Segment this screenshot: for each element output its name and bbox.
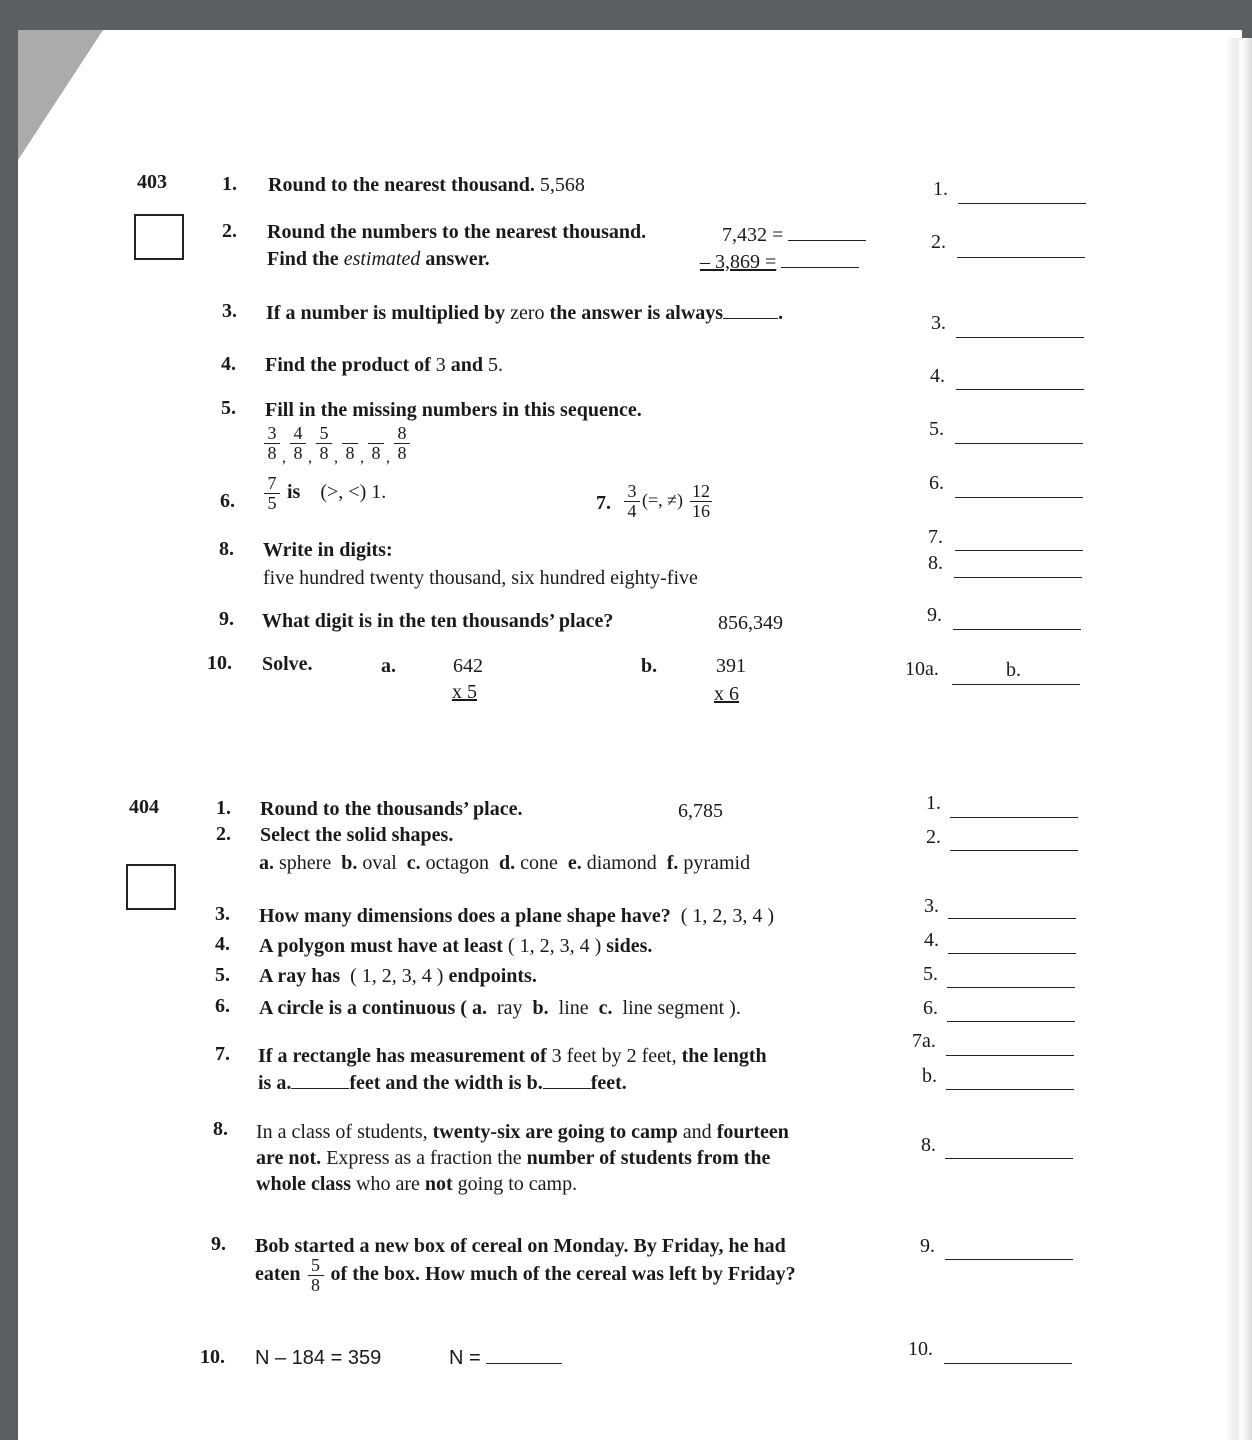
answer-blank[interactable] bbox=[946, 1055, 1074, 1056]
answer-blank[interactable] bbox=[955, 497, 1083, 498]
answer-blank[interactable] bbox=[954, 577, 1082, 578]
round-b: – 3,869 = bbox=[700, 250, 859, 274]
question-number: 9. bbox=[219, 608, 234, 630]
question-text: Round to the nearest thousand. bbox=[268, 174, 535, 196]
question-number: 4. bbox=[215, 933, 230, 955]
part-label: b. bbox=[641, 655, 658, 677]
question-number: 7. bbox=[596, 492, 611, 514]
answer-blank[interactable] bbox=[950, 850, 1078, 851]
question-6: $\frac{7}{5}$ is (>, <) 1. bbox=[262, 474, 386, 513]
fraction: $\frac{4}{8}$ bbox=[290, 424, 306, 463]
question-number: 10. bbox=[207, 652, 232, 674]
answer-blank[interactable] bbox=[955, 443, 1083, 444]
answer-blank[interactable] bbox=[944, 1363, 1072, 1364]
n-answer: N = bbox=[449, 1346, 562, 1370]
question-3: If a number is multiplied by zero the answer is always . bbox=[266, 302, 784, 324]
question-number: 6. bbox=[215, 995, 230, 1017]
answer-blank[interactable] bbox=[946, 1089, 1074, 1090]
question-number: 10. bbox=[200, 1346, 225, 1368]
shape-option[interactable]: d. cone bbox=[498, 852, 558, 874]
fraction: $\frac{5}{8}$ bbox=[316, 424, 332, 463]
question-1 bbox=[268, 173, 585, 197]
answer-blank[interactable] bbox=[957, 257, 1085, 258]
fraction: $\frac{3}{8}$ bbox=[264, 424, 280, 463]
question-text: Round the numbers to the nearest thousand. bbox=[267, 221, 647, 243]
question-text: What digit is in the ten thousands’ place? bbox=[262, 610, 614, 632]
question-number: 9. bbox=[211, 1233, 226, 1255]
section-id: 403 bbox=[137, 171, 167, 193]
question-7: $\frac{3}{4}$ (=, ≠) $\frac{12}{16}$ bbox=[622, 482, 714, 521]
shape-option[interactable]: f. pyramid bbox=[666, 852, 751, 874]
section-id: 404 bbox=[129, 796, 159, 818]
question-4: Find the product of 3 and 5. bbox=[265, 354, 504, 376]
answer-blank[interactable] bbox=[955, 550, 1083, 551]
question-8: In a class of students, twenty-six are going to camp and fourteen bbox=[256, 1121, 789, 1143]
question-number: 4. bbox=[221, 353, 236, 375]
question-value: 856,349 bbox=[718, 612, 783, 634]
answer-number: 1. bbox=[926, 792, 941, 814]
answer-number: 5. bbox=[929, 418, 944, 440]
question-text: Select the solid shapes. bbox=[260, 824, 454, 846]
answer-blank[interactable] bbox=[948, 953, 1076, 954]
shape-option[interactable]: a. sphere bbox=[259, 852, 332, 874]
question-number: 2. bbox=[216, 823, 231, 845]
answer-number: 3. bbox=[924, 895, 939, 917]
question-3: How many dimensions does a plane shape have? ( 1, 2, 3, 4 ) bbox=[259, 905, 775, 927]
question-number: 3. bbox=[215, 903, 230, 925]
question-number: 1. bbox=[222, 173, 237, 195]
round-a: 7,432 = bbox=[722, 223, 866, 247]
question-8-line3: whole class who are not going to camp. bbox=[256, 1173, 578, 1195]
question-value: 5,568 bbox=[539, 174, 585, 196]
question-text-line2: Find the estimated answer. bbox=[267, 248, 490, 270]
fraction: $\frac{8}{8}$ bbox=[394, 424, 410, 463]
answer-blank[interactable] bbox=[953, 629, 1081, 630]
answer-number: 1. bbox=[933, 178, 948, 200]
answer-number: 8. bbox=[928, 552, 943, 574]
answer-number: 7. bbox=[928, 526, 943, 548]
answer-blank[interactable] bbox=[952, 684, 1080, 685]
multiplier: x 5 bbox=[452, 681, 477, 703]
answer-blank[interactable] bbox=[956, 337, 1084, 338]
answer-number: 5. bbox=[923, 963, 938, 985]
question-number: 8. bbox=[219, 538, 234, 560]
question-text: Bob started a new box of cereal on Monday. By Friday, he had bbox=[255, 1235, 786, 1257]
question-number: 2. bbox=[222, 220, 237, 242]
multiplicand: 391 bbox=[716, 655, 746, 677]
answer-number: b. bbox=[922, 1065, 937, 1087]
shape-options bbox=[259, 851, 760, 875]
question-text: Solve. bbox=[262, 653, 313, 675]
answer-blank[interactable] bbox=[947, 987, 1075, 988]
answer-number: 9. bbox=[927, 604, 942, 626]
answer-blank[interactable] bbox=[950, 817, 1078, 818]
answer-number: 2. bbox=[926, 826, 941, 848]
question-5: A ray has ( 1, 2, 3, 4 ) endpoints. bbox=[259, 965, 537, 987]
answer-blank[interactable] bbox=[956, 389, 1084, 390]
question-text: Fill in the missing numbers in this sequence. bbox=[265, 399, 642, 421]
question-number: 8. bbox=[213, 1118, 228, 1140]
question-text: Round to the thousands’ place. bbox=[260, 798, 523, 820]
shape-option[interactable]: e. diamond bbox=[567, 852, 657, 874]
score-box[interactable] bbox=[126, 864, 176, 910]
question-8-line2: are not. Express as a fraction the number of students from the bbox=[256, 1147, 771, 1169]
answer-number: 10a. bbox=[905, 658, 939, 680]
question-9-line2: eaten $\frac{5}{8}$ of the box. How much of the cereal was left by Friday? bbox=[255, 1255, 796, 1295]
answer-number: 9. bbox=[920, 1235, 935, 1257]
score-box[interactable] bbox=[134, 214, 184, 260]
question-number: 5. bbox=[221, 397, 236, 419]
stacked-page-edges bbox=[1226, 38, 1252, 1440]
multiplicand: 642 bbox=[453, 655, 483, 677]
answer-blank[interactable] bbox=[945, 1259, 1073, 1260]
answer-number: 4. bbox=[930, 365, 945, 387]
part-label: a. bbox=[381, 655, 396, 677]
answer-number: 10. bbox=[908, 1338, 933, 1360]
answer-blank[interactable] bbox=[958, 203, 1086, 204]
question-7: If a rectangle has measurement of 3 feet by 2 feet, the length bbox=[258, 1045, 767, 1067]
multiplier: x 6 bbox=[714, 683, 739, 705]
fraction-sequence: $\frac{3}{8}$ $_,$ $\frac{4}{8}$ $_,$ $\frac{5}{8}$ $_,$ 8 $_,$ 8 $_,$ $\frac{8}{8}$ bbox=[262, 424, 412, 467]
answer-number: 6. bbox=[929, 472, 944, 494]
answer-number: 4. bbox=[924, 929, 939, 951]
question-number: 5. bbox=[215, 964, 230, 986]
fraction: 8 bbox=[342, 424, 358, 463]
question-number: 6. bbox=[220, 490, 235, 512]
question-subtext: five hundred twenty thousand, six hundred eighty-five bbox=[263, 567, 698, 589]
answer-blank[interactable] bbox=[948, 918, 1076, 919]
answer-number: 3. bbox=[931, 312, 946, 334]
question-number: 7. bbox=[215, 1043, 230, 1065]
answer-number: 7a. bbox=[912, 1030, 936, 1052]
answer-blank[interactable] bbox=[945, 1158, 1073, 1159]
question-7-line2: is a. feet and the width is b. feet. bbox=[258, 1072, 627, 1094]
question-number: 3. bbox=[222, 300, 237, 322]
fraction: 8 bbox=[368, 424, 384, 463]
page-fold-shadow bbox=[18, 30, 103, 160]
answer-number: 2. bbox=[931, 231, 946, 253]
answer-number: 6. bbox=[923, 997, 938, 1019]
answer-number: 8. bbox=[921, 1134, 936, 1156]
equation: N – 184 = 359 bbox=[255, 1347, 382, 1369]
shape-option[interactable]: b. oval bbox=[341, 852, 397, 874]
answer-number: b. bbox=[1006, 659, 1021, 681]
shape-option[interactable]: c. octagon bbox=[406, 852, 489, 874]
question-number: 1. bbox=[216, 797, 231, 819]
question-value: 6,785 bbox=[678, 800, 723, 822]
answer-blank[interactable] bbox=[947, 1021, 1075, 1022]
question-text: Write in digits: bbox=[263, 539, 393, 561]
question-4: A polygon must have at least ( 1, 2, 3, 4 ) sides. bbox=[259, 935, 653, 957]
question-6: A circle is a continuous ( a. ray b. line c. line segment ). bbox=[259, 997, 741, 1019]
